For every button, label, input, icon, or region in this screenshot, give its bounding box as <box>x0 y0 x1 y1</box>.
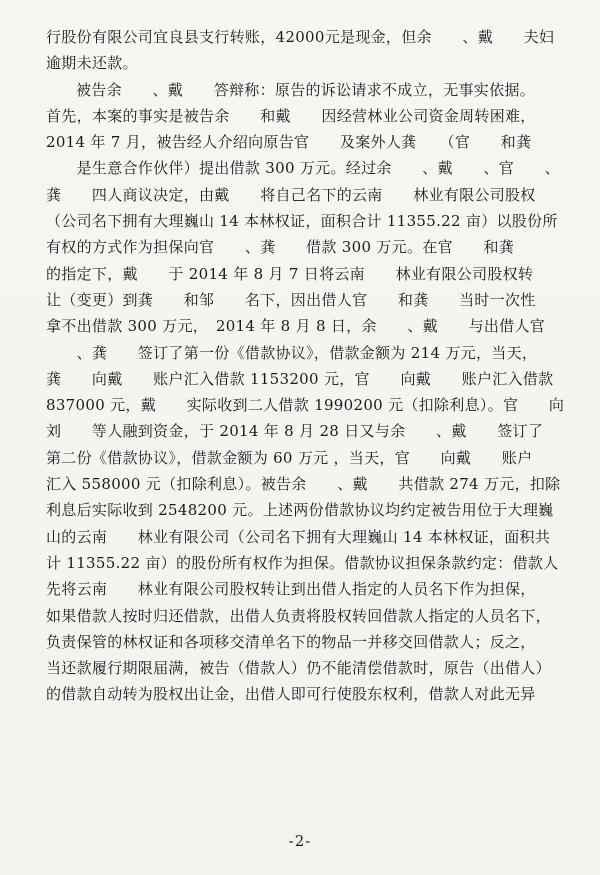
text-line: 2014 年 7 月，被告经人介绍向原告官 及案外人龚 （官 和龚 <box>46 133 532 152</box>
text-line: 刘 等人融到资金，于 2014 年 8 月 28 日又与余 、戴 签订了 <box>46 422 544 441</box>
body-text <box>46 24 566 708</box>
text-line: 当还款履行期限届满，被告（借款人）仍不能清偿借款时，原告（出借人） <box>46 659 551 678</box>
text-line: 计 11355.22 亩）的股份所有权作为担保。借款协议担保条款约定：借款人 <box>46 553 559 572</box>
text-line: 837000 元，戴 实际收到二人借款 1990200 元（扣除利息）。官 向 <box>46 396 565 415</box>
paragraph-start-line: 被告余 、戴 答辩称：原告的诉讼请求不成立，无事实依据。 <box>76 80 536 99</box>
text-line: 利息后实际收到 2548200 元。上述两份借款协议均约定被告用位于大理巍 <box>46 501 554 520</box>
text-line: 龚 四人商议决定，由戴 将自己名下的云南 林业有限公司股权 <box>46 185 536 204</box>
text-line: 汇入 558000 元（扣除利息）。被告余 、戴 共借款 274 万元，扣除 <box>46 475 561 494</box>
text-line: 逾期未还款。 <box>46 54 138 73</box>
text-line: 龚 向戴 账户汇入借款 1153200 元，官 向戴 账户汇入借款 <box>46 369 554 388</box>
text-line: 有权的方式作为担保向官 、龚 借款 300 万元。在官 和龚 <box>46 238 545 257</box>
text-line: （公司名下拥有大理巍山 14 本林权证，面积合计 11355.22 亩）以股份所 <box>46 212 558 231</box>
text-line: 首先，本案的事实是被告余 和戴 因经营林业公司资金周转困难， <box>46 106 536 125</box>
text-line: 的指定下，戴 于 2014 年 8 月 7 日将云南 林业有限公司股权转 <box>46 264 534 283</box>
text-line: 是生意合作伙伴）提出借款 300 万元。经过余 、戴 、官 、 <box>46 159 560 178</box>
text-line: 行股份有限公司宜良县支行转账，42000元是现金，但余 、戴 夫妇 <box>46 28 555 46</box>
text-line: 第二份《借款协议》，借款金额为 60 万元 ，当天，官 向戴 账户 <box>46 448 533 467</box>
text-line: 如果借款人按时归还借款，出借人负责将股权转回借款人指定的人员名下， <box>46 606 551 625</box>
page-number: -2- <box>288 832 312 850</box>
text-line: 山的云南 林业有限公司（公司名下拥有大理巍山 14 本林权证，面积共 <box>46 527 551 546</box>
text-line: 的借款自动转为股权出让金，出借人即可行使股东权利，借款人对此无异 <box>46 685 536 704</box>
text-line: 让（变更）到龚 和邹 名下，因出借人官 和龚 当时一次性 <box>46 290 536 309</box>
text-line: 负责保管的林权证和各项移交清单名下的物品一并移交回借款人；反之， <box>46 632 536 651</box>
text-line: 拿不出借款 300 万元， 2014 年 8 月 8 日，余 、戴 与出借人官 <box>46 317 546 336</box>
text-line: 先将云南 林业有限公司股权转让到出借人指定的人员名下作为担保， <box>46 580 536 599</box>
text-line: 、龚 签订了第一份《借款协议》，借款金额为 214 万元，当天， <box>46 343 538 362</box>
